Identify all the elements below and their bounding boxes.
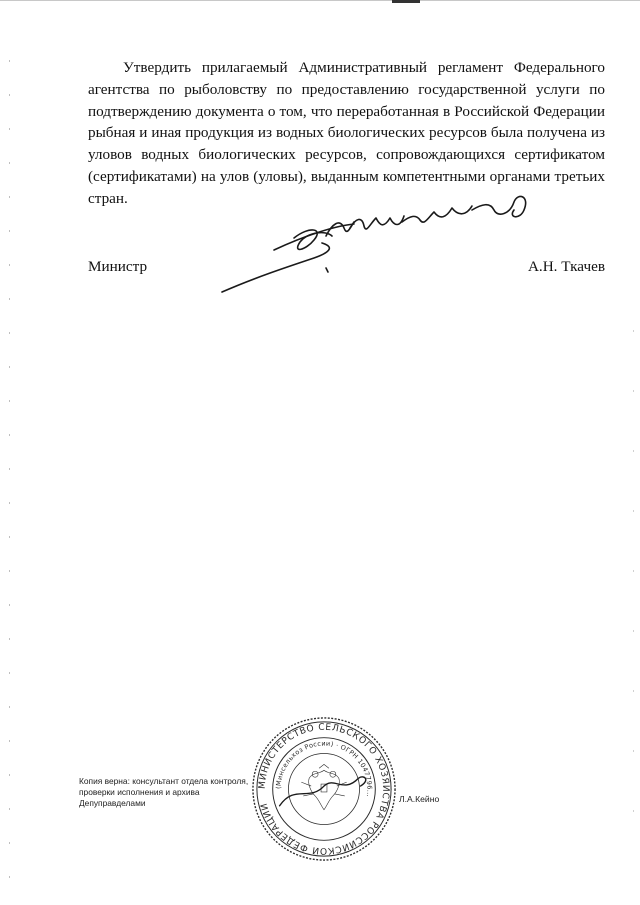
signatory-position: Министр: [88, 258, 148, 275]
scan-right-margin-dots: [633, 330, 634, 850]
signatory-name: А.Н. Ткачев: [527, 258, 605, 275]
handwritten-signature: [214, 188, 544, 303]
scan-left-margin-dots: [9, 60, 10, 880]
svg-text:(Минсельхоз России) · ОГРН 104: [275, 740, 374, 798]
certified-copy-note: Копия верна: консультант отдела контроля, проверки исполнения и архива Депуправделами: [79, 776, 249, 808]
seal-inner-text: (Минсельхоз России) · ОГРН 1047796...: [274, 739, 374, 798]
approval-paragraph: Утвердить прилагаемый Административный регламент Федерального агентства по рыболовству по предоставлению государственной услуги по подтверждению документа о том, что переработанная в Российской Федерации рыбная и иная продукция из водных биологических ресурсов была получена из уловов водных биологических ресурсов, сопровождающихся сертификатом (сертификатами) на улов (уловы), выданным компетентными органами третьих стран.: [88, 59, 605, 207]
certifier-name: Л.А.Кейно: [399, 794, 440, 804]
scan-top-mark: [392, 0, 420, 3]
scan-top-edge: [0, 0, 640, 7]
official-seal: [250, 714, 398, 864]
seal-outer-text: МИНИСТЕРСТВО СЕЛЬСКОГО ХОЗЯЙСТВА РОССИЙСКОЙ ФЕДЕРАЦИИ: [257, 722, 391, 856]
